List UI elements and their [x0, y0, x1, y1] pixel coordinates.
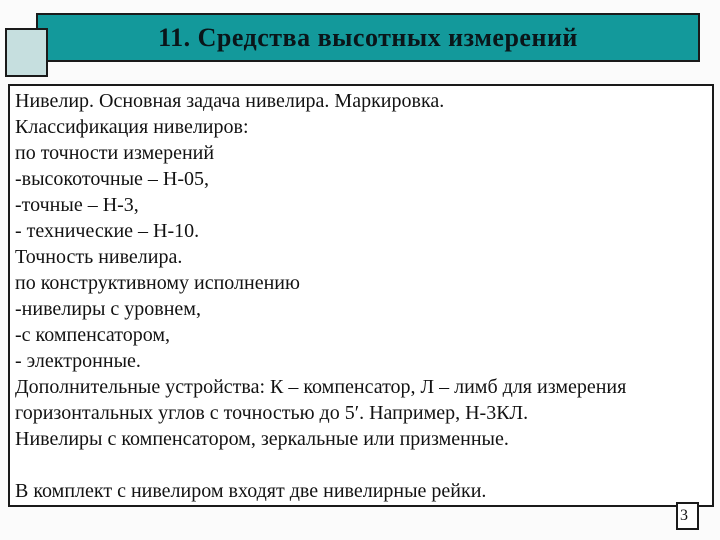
corner-decoration-square: [5, 28, 48, 77]
text-line: -высокоточные – Н-05,: [15, 168, 209, 190]
page-number-box: [676, 502, 699, 530]
text-line: по конструктивному исполнению: [15, 272, 300, 294]
text-line: -с компенсатором,: [15, 324, 171, 346]
body-text: [15, 88, 708, 504]
text-line: по точности измерений: [15, 142, 215, 164]
slide-title: 11. Средства высотных измерений: [158, 22, 578, 52]
text-line: горизонтальных углов с точностью до 5′. Например, Н-3КЛ.: [15, 402, 529, 424]
content-box: [8, 84, 714, 507]
text-line: Дополнительные устройства: К – компенсатор, Л – лимб для измерения: [15, 376, 627, 398]
text-line: Нивелир. Основная задача нивелира. Маркировка.: [15, 90, 445, 112]
text-line: Нивелиры с компенсатором, зеркальные или призменные.: [15, 428, 509, 450]
text-line: -точные – Н-3,: [15, 194, 139, 216]
text-line: Классификация нивелиров:: [15, 116, 249, 138]
slide-title-bar: [36, 13, 700, 62]
text-line: - технические – Н-10.: [15, 220, 200, 242]
page-number: 3: [680, 507, 688, 524]
text-line: - электронные.: [15, 350, 141, 372]
text-line: [15, 452, 708, 478]
text-line: Точность нивелира.: [15, 246, 183, 268]
text-line: -нивелиры с уровнем,: [15, 298, 201, 320]
text-line: В комплект с нивелиром входят две нивелирные рейки.: [15, 480, 487, 502]
